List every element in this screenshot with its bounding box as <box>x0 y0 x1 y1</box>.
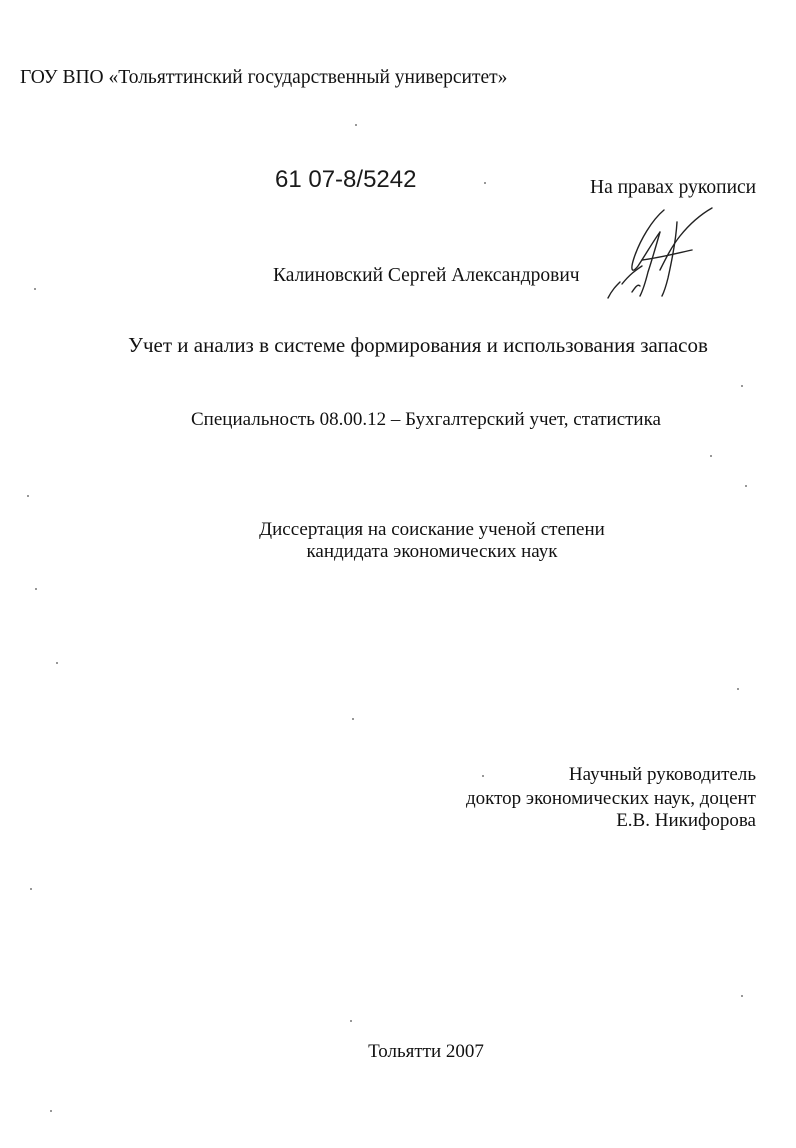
dissertation-title: Учет и анализ в системе формирования и использования запасов <box>128 333 708 357</box>
scan-speck <box>34 288 36 290</box>
scan-speck <box>35 588 37 590</box>
author-name: Калиновский Сергей Александрович <box>273 265 580 286</box>
scan-speck <box>27 495 29 497</box>
scan-speck <box>56 662 58 664</box>
signature-icon <box>602 200 722 305</box>
scan-speck <box>745 485 747 487</box>
scan-speck <box>741 995 743 997</box>
scan-speck <box>741 385 743 387</box>
specialty-line: Специальность 08.00.12 – Бухгалтерский учет, статистика <box>191 409 661 430</box>
scan-speck <box>482 775 484 777</box>
scan-speck <box>355 124 357 126</box>
scan-speck <box>737 688 739 690</box>
scan-speck <box>352 718 354 720</box>
manuscript-note: На правах рукописи <box>590 177 757 198</box>
city-year: Тольятти 2007 <box>368 1041 484 1062</box>
degree-line-2: кандидата экономических наук <box>306 541 558 562</box>
advisor-role: Научный руководитель <box>568 764 756 785</box>
advisor-degree: доктор экономических наук, доцент <box>465 788 756 809</box>
scan-speck <box>710 455 712 457</box>
advisor-name: Е.В. Никифорова <box>616 810 756 831</box>
scan-speck <box>30 888 32 890</box>
scan-speck <box>350 1020 352 1022</box>
archive-number: 61 07-8/5242 <box>275 166 417 193</box>
scan-speck <box>50 1110 52 1112</box>
degree-line-1: Диссертация на соискание ученой степени <box>259 519 605 540</box>
university-name: ГОУ ВПО «Тольяттинский государственный университет» <box>20 67 508 88</box>
scan-speck <box>484 182 486 184</box>
